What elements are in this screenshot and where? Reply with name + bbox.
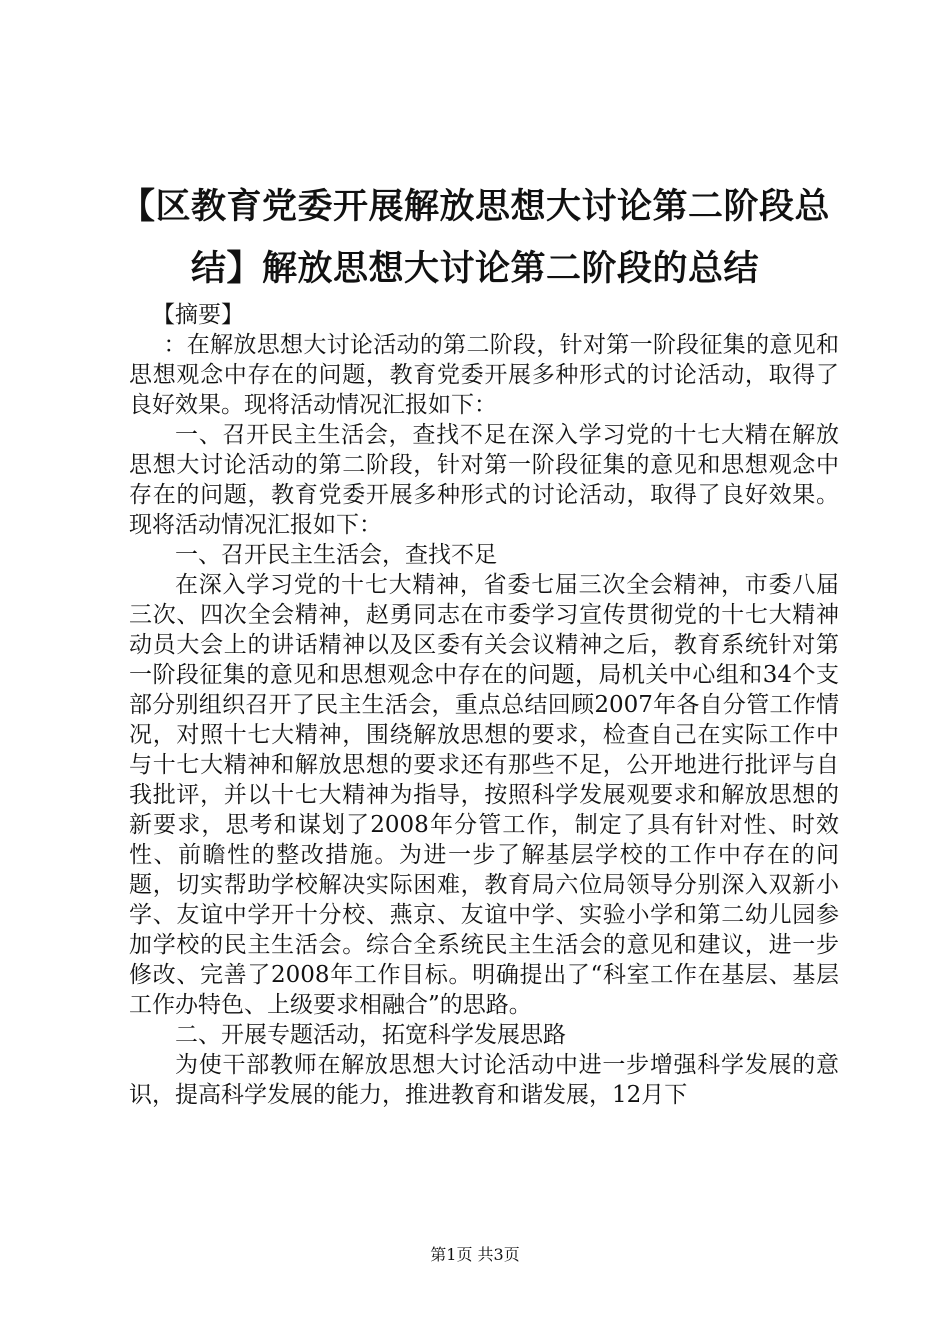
abstract-label: 【摘要】 xyxy=(152,302,244,328)
section-heading-1: 一、召开民主生活会，查找不足 xyxy=(175,542,497,568)
section-heading-2: 二、开展专题活动，拓宽科学发展思路 xyxy=(175,1022,566,1048)
page-footer: 第1页 共3页 xyxy=(430,1245,520,1264)
abstract-paragraph: ：在解放思想大讨论活动的第二阶段，针对第一阶段征集的意见和思想观念中存在的问题，教育党委开展多种形式的讨论活动，取得了良好效果。现将活动情况汇报如下： xyxy=(129,332,839,418)
body-paragraph: 为使干部教师在解放思想大讨论活动中进一步增强科学发展的意识，提高科学发展的能力，推进教育和谐发展，12月下 xyxy=(129,1052,839,1108)
document-title: 【区教育党委开展解放思想大讨论第二阶段总结】解放思想大讨论第二阶段的总结 xyxy=(119,187,830,289)
body-paragraph: 一、召开民主生活会，查找不足在深入学习党的十七大精在解放思想大讨论活动的第二阶段，针对第一阶段征集的意见和思想观念中存在的问题，教育党委开展多种形式的讨论活动，取得了良好效果。现将活动情况汇报如下： xyxy=(129,422,839,538)
body-paragraph: 在深入学习党的十七大精神，省委七届三次全会精神，市委八届三次、四次全会精神，赵勇同志在市委学习宣传贯彻党的十七大精神动员大会上的讲话精神以及区委有关会议精神之后，教育系统针对第一阶段征集的意见和思想观念中存在的问题，局机关中心组和34个支部分别组织召开了民主生活会，重点总结回顾2007年各自分管工作情况，对照十七大精神，围绕解放思想的要求，检查自己在实际工作中与十七大精神和解放思想的要求还有那些不足，公开地进行批评与自我批评，并以十七大精神为指导，按照科学发展观要求和解放思想的新要求，思考和谋划了2008年分管工作，制定了具有针对性、时效性、前瞻性的整改措施。为进一步了解基层学校的工作中存在的问题，切实帮助学校解决实际困难，教育局六位局领导分别深入双新小学、友谊中学开十分校、燕京、友谊中学、实验小学和第二幼儿园参加学校的民主生活会。综合全系统民主生活会的意见和建议，进一步修改、完善了2008年工作目标。明确提出了“科室工作在基层、基层工作办特色、上级要求相融合”的思路。 xyxy=(129,572,839,1018)
document-body xyxy=(129,300,839,1110)
